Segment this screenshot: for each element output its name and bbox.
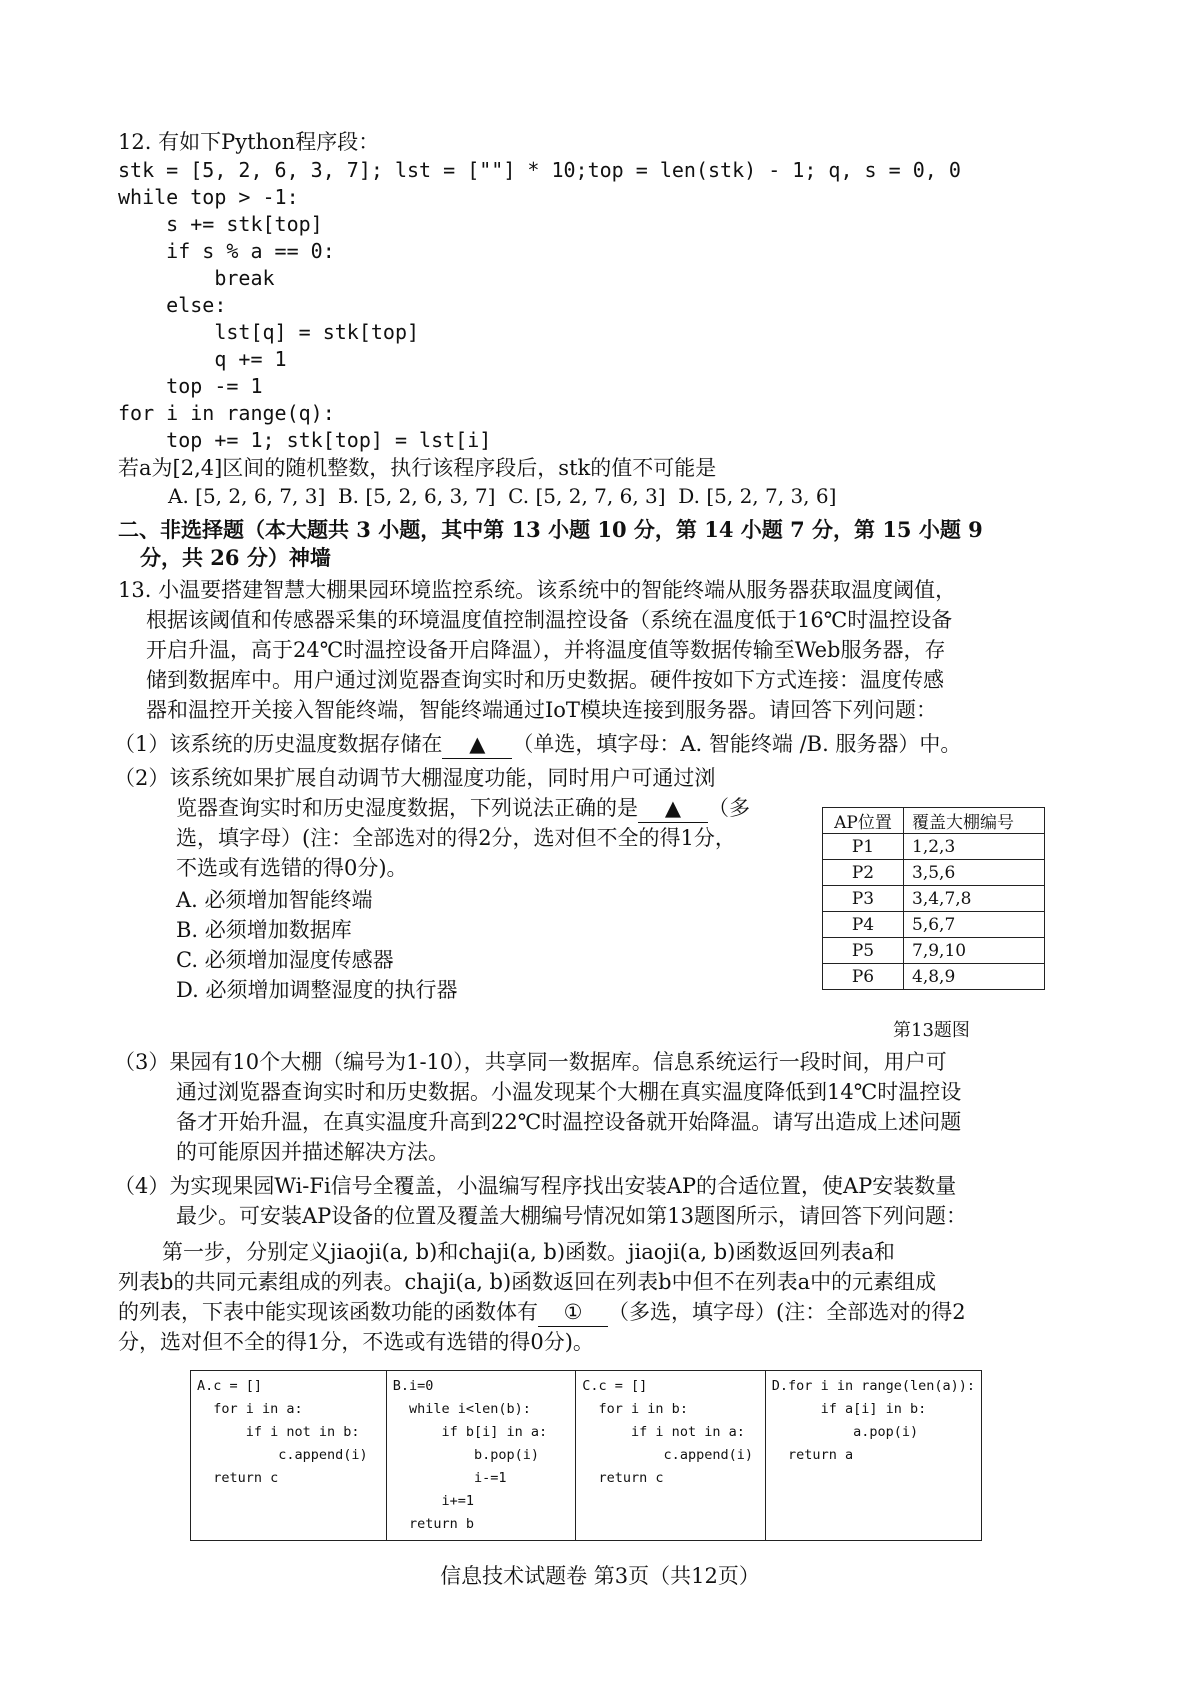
q13-part3: 备才开始升温，在真实温度升高到22℃时温控设备就开始降温。请写出造成上述问题 xyxy=(176,1110,962,1134)
code-line: top -= 1 xyxy=(118,374,263,398)
step1-text: （多选，填字母）(注：全部选对的得2 xyxy=(608,1300,966,1324)
table-row xyxy=(823,938,1045,964)
q13-intro: 根据该阈值和传感器采集的环境温度值控制温控设备（系统在温度低于16℃时温控设备 xyxy=(146,608,953,632)
q13-intro: 开启升温，高于24℃时温控设备开启降温），并将温度值等数据传输至Web服务器，存 xyxy=(146,638,946,662)
cell: 1,2,3 xyxy=(904,834,1045,860)
code-line: else: xyxy=(118,293,227,317)
column-header: 覆盖大棚编号 xyxy=(904,808,1045,834)
table-row xyxy=(823,964,1045,990)
q13-part2: 选，填字母）(注：全部选对的得2分，选对但不全的得1分， xyxy=(176,826,736,850)
q12-question: 若a为[2,4]区间的随机整数，执行该程序段后，stk的值不可能是 xyxy=(118,456,717,480)
cell: P5 xyxy=(823,938,904,964)
table-row xyxy=(823,886,1045,912)
option-c: C. 必须增加湿度传感器 xyxy=(176,948,394,972)
answer-blank[interactable]: ① xyxy=(538,1298,608,1327)
q13-part4: 最少。可安装AP设备的位置及覆盖大棚编号情况如第13题图所示，请回答下列问题： xyxy=(176,1204,968,1228)
cell: P1 xyxy=(823,834,904,860)
cell: 3,5,6 xyxy=(904,860,1045,886)
q12-title: 12. 有如下Python程序段： xyxy=(118,130,380,154)
q13-intro: 器和温控开关接入智能终端，智能终端通过IoT模块连接到服务器。请回答下列问题： xyxy=(146,698,937,722)
q13-part1 xyxy=(114,730,961,759)
q13-part3: 通过浏览器查询实时和历史数据。小温发现某个大棚在真实温度降低到14℃时温控设 xyxy=(176,1080,962,1104)
code-line: stk = [5, 2, 6, 3, 7]; lst = [""] * 10;top = len(stk) - 1; q, s = 0, 0 xyxy=(118,158,961,182)
option-c-code: C.c = [] for i in b: if i not in a: c.append(i) return c xyxy=(582,1378,753,1486)
option-a: A. 必须增加智能终端 xyxy=(176,888,373,912)
q12-options: A. [5, 2, 6, 7, 3] B. [5, 2, 6, 3, 7] C. [5, 2, 7, 6, 3] D. [5, 2, 7, 3, 6] xyxy=(168,484,837,508)
step1-text: 的列表，下表中能实现该函数功能的函数体有 xyxy=(118,1300,538,1324)
cell: P6 xyxy=(823,964,904,990)
table-row xyxy=(823,834,1045,860)
option-c-cell xyxy=(576,1371,766,1541)
option-b-code: B.i=0 while i<len(b): if b[i] in a: b.pop(i) i-=1 i+=1 return b xyxy=(392,1378,548,1532)
option-d-cell xyxy=(765,1371,981,1541)
code-line: s += stk[top] xyxy=(118,212,323,236)
cell: P3 xyxy=(823,886,904,912)
cell: P4 xyxy=(823,912,904,938)
cell: 4,8,9 xyxy=(904,964,1045,990)
code-line: top += 1; stk[top] = lst[i] xyxy=(118,428,492,452)
code-line: break xyxy=(118,266,275,290)
q13-part4: （4）为实现果园Wi-Fi信号全覆盖，小温编写程序找出安装AP的合适位置，使AP安装数量 xyxy=(114,1174,957,1198)
code-line: for i in range(q): xyxy=(118,401,335,425)
ap-coverage-table xyxy=(822,807,1045,990)
option-d-code: D.for i in range(len(a)): if a[i] in b: a.pop(i) return a xyxy=(771,1378,975,1463)
code-line: q += 1 xyxy=(118,347,287,371)
section2-header-cont: 分，共 26 分）神墙 xyxy=(140,545,331,570)
option-d: D. 必须增加调整湿度的执行器 xyxy=(176,978,458,1002)
code-options-table xyxy=(190,1370,982,1541)
table-header-row xyxy=(823,808,1045,834)
cell: P2 xyxy=(823,860,904,886)
q13-part2: 不选或有选错的得0分)。 xyxy=(176,856,408,880)
option-a-cell xyxy=(191,1371,387,1541)
answer-blank[interactable]: ▲ xyxy=(638,794,708,823)
option-b-cell xyxy=(386,1371,576,1541)
option-a-code: A.c = [] for i in a: if i not in b: c.append(i) return c xyxy=(197,1378,368,1486)
part2-text: 览器查询实时和历史湿度数据，下列说法正确的是 xyxy=(176,796,638,820)
table-row xyxy=(823,860,1045,886)
code-line: lst[q] = stk[top] xyxy=(118,320,420,344)
code-line: if s % a == 0: xyxy=(118,239,335,263)
q13-step1 xyxy=(118,1298,966,1327)
q13-step1: 第一步，分别定义jiaoji(a, b)和chaji(a, b)函数。jiaoji(a, b)函数返回列表a和 xyxy=(162,1240,895,1264)
table-row xyxy=(191,1371,982,1541)
q13-intro: 13. 小温要搭建智慧大棚果园环境监控系统。该系统中的智能终端从服务器获取温度阈值， xyxy=(118,578,957,602)
q13-step1: 列表b的共同元素组成的列表。chaji(a, b)函数返回在列表b中但不在列表a中的元素组成 xyxy=(118,1270,937,1294)
cell: 5,6,7 xyxy=(904,912,1045,938)
page-footer: 信息技术试题卷 第3页（共12页） xyxy=(440,1564,760,1588)
cell: 3,4,7,8 xyxy=(904,886,1045,912)
q13-part2 xyxy=(176,794,750,823)
figure-caption: 第13题图 xyxy=(893,1020,970,1041)
column-header: AP位置 xyxy=(823,808,904,834)
part2-text: （多 xyxy=(708,796,750,820)
q13-part3: （3）果园有10个大棚（编号为1-10），共享同一数据库。信息系统运行一段时间，用户可 xyxy=(114,1050,947,1074)
answer-blank[interactable]: ▲ xyxy=(442,730,512,759)
q13-intro: 储到数据库中。用户通过浏览器查询实时和历史数据。硬件按如下方式连接：温度传感 xyxy=(146,668,944,692)
part1-text: （单选，填字母：A. 智能终端 /B. 服务器）中。 xyxy=(512,732,962,756)
option-b: B. 必须增加数据库 xyxy=(176,918,352,942)
section2-header: 二、非选择题（本大题共 3 小题，其中第 13 小题 10 分，第 14 小题 7 分，第 15 小题 9 xyxy=(118,517,983,542)
q13-part3: 的可能原因并描述解决方法。 xyxy=(176,1140,449,1164)
code-line: while top > -1: xyxy=(118,185,299,209)
q13-part2: （2）该系统如果扩展自动调节大棚湿度功能，同时用户可通过浏 xyxy=(114,766,716,790)
part1-text: （1）该系统的历史温度数据存储在 xyxy=(114,732,443,756)
q13-step1: 分，选对但不全的得1分，不选或有选错的得0分)。 xyxy=(118,1330,594,1354)
table-row xyxy=(823,912,1045,938)
cell: 7,9,10 xyxy=(904,938,1045,964)
